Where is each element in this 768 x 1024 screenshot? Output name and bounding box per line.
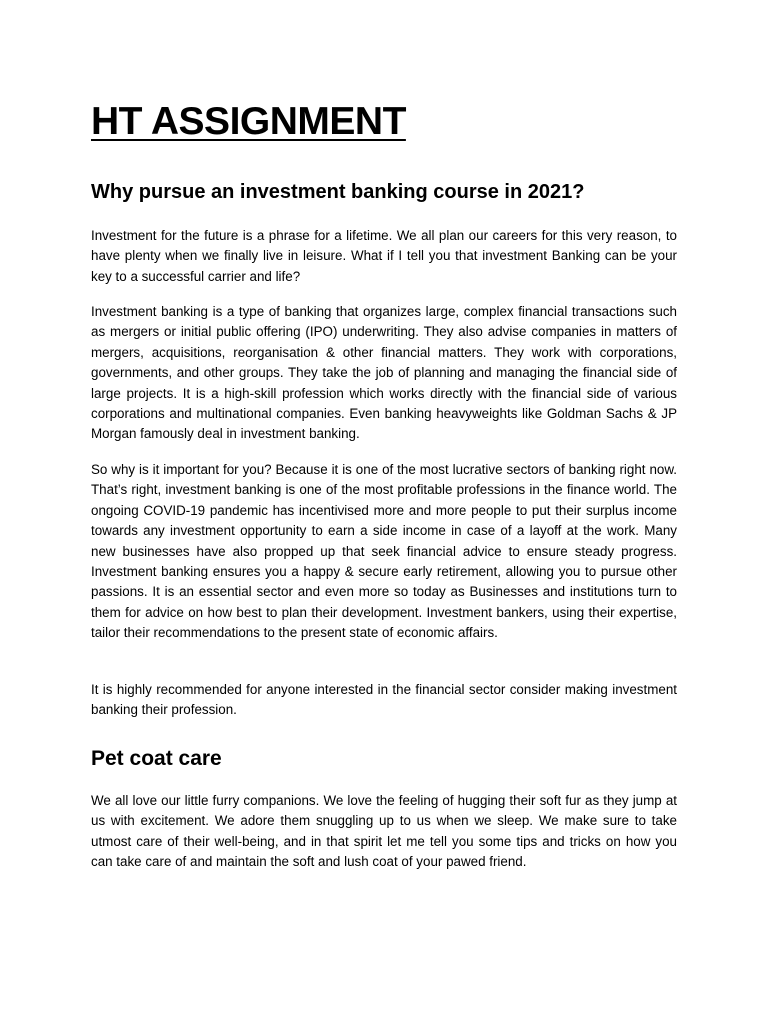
paragraph: Investment banking is a type of banking that organizes large, complex financial transactions such as mergers or initial public offering (IPO) underwriting. They also advise companies in matters of mergers, acquisitions, reorganisation & other financial matters. They work with corporations, governments, and other groups. They take the job of planning and managing the financial side of large projects. It is a high-skill profession which works directly with the financial side of various corporations and multinational companies. Even banking heavyweights like Goldman Sachs & JP Morgan famously deal in investment banking. (91, 304, 677, 442)
document-title: HT ASSIGNMENT (91, 100, 406, 143)
paragraph: So why is it important for you? Because it is one of the most lucrative sectors of banking right now. That’s right, investment banking is one of the most profitable professions in the finance world. The ongoing COVID-19 pandemic has incentivised more and more people to put their surplus income towards any investment opportunity to earn a side income in case of a layoff at the work. Many new businesses have also propped up that seek financial advice to ensure steady progress. Investment banking ensures you a happy & secure early retirement, allowing you to pursue other passions. It is an essential sector and even more so today as Businesses and institutions turn to them for advice on how best to plan their development. Investment bankers, using their expertise, tailor their recommendations to the present state of economic affairs. (91, 462, 677, 641)
paragraph: It is highly recommended for anyone interested in the financial sector consider making investment banking their profession. (91, 682, 677, 718)
section-heading-investment-banking: Why pursue an investment banking course in 2021? (91, 181, 585, 203)
section-heading-pet-coat-care: Pet coat care (91, 747, 222, 770)
paragraph: We all love our little furry companions. We love the feeling of hugging their soft fur as they jump at us with excitement. We adore them snuggling up to us when we sleep. We make sure to take utmost care of their well-being, and in that spirit let me tell you some tips and tricks on how you can take care of and maintain the soft and lush coat of your pawed friend. (91, 793, 677, 870)
paragraph: Investment for the future is a phrase for a lifetime. We all plan our careers for this very reason, to have plenty when we finally live in leisure. What if I tell you that investment Banking can be your key to a successful carrier and life? (91, 228, 677, 284)
